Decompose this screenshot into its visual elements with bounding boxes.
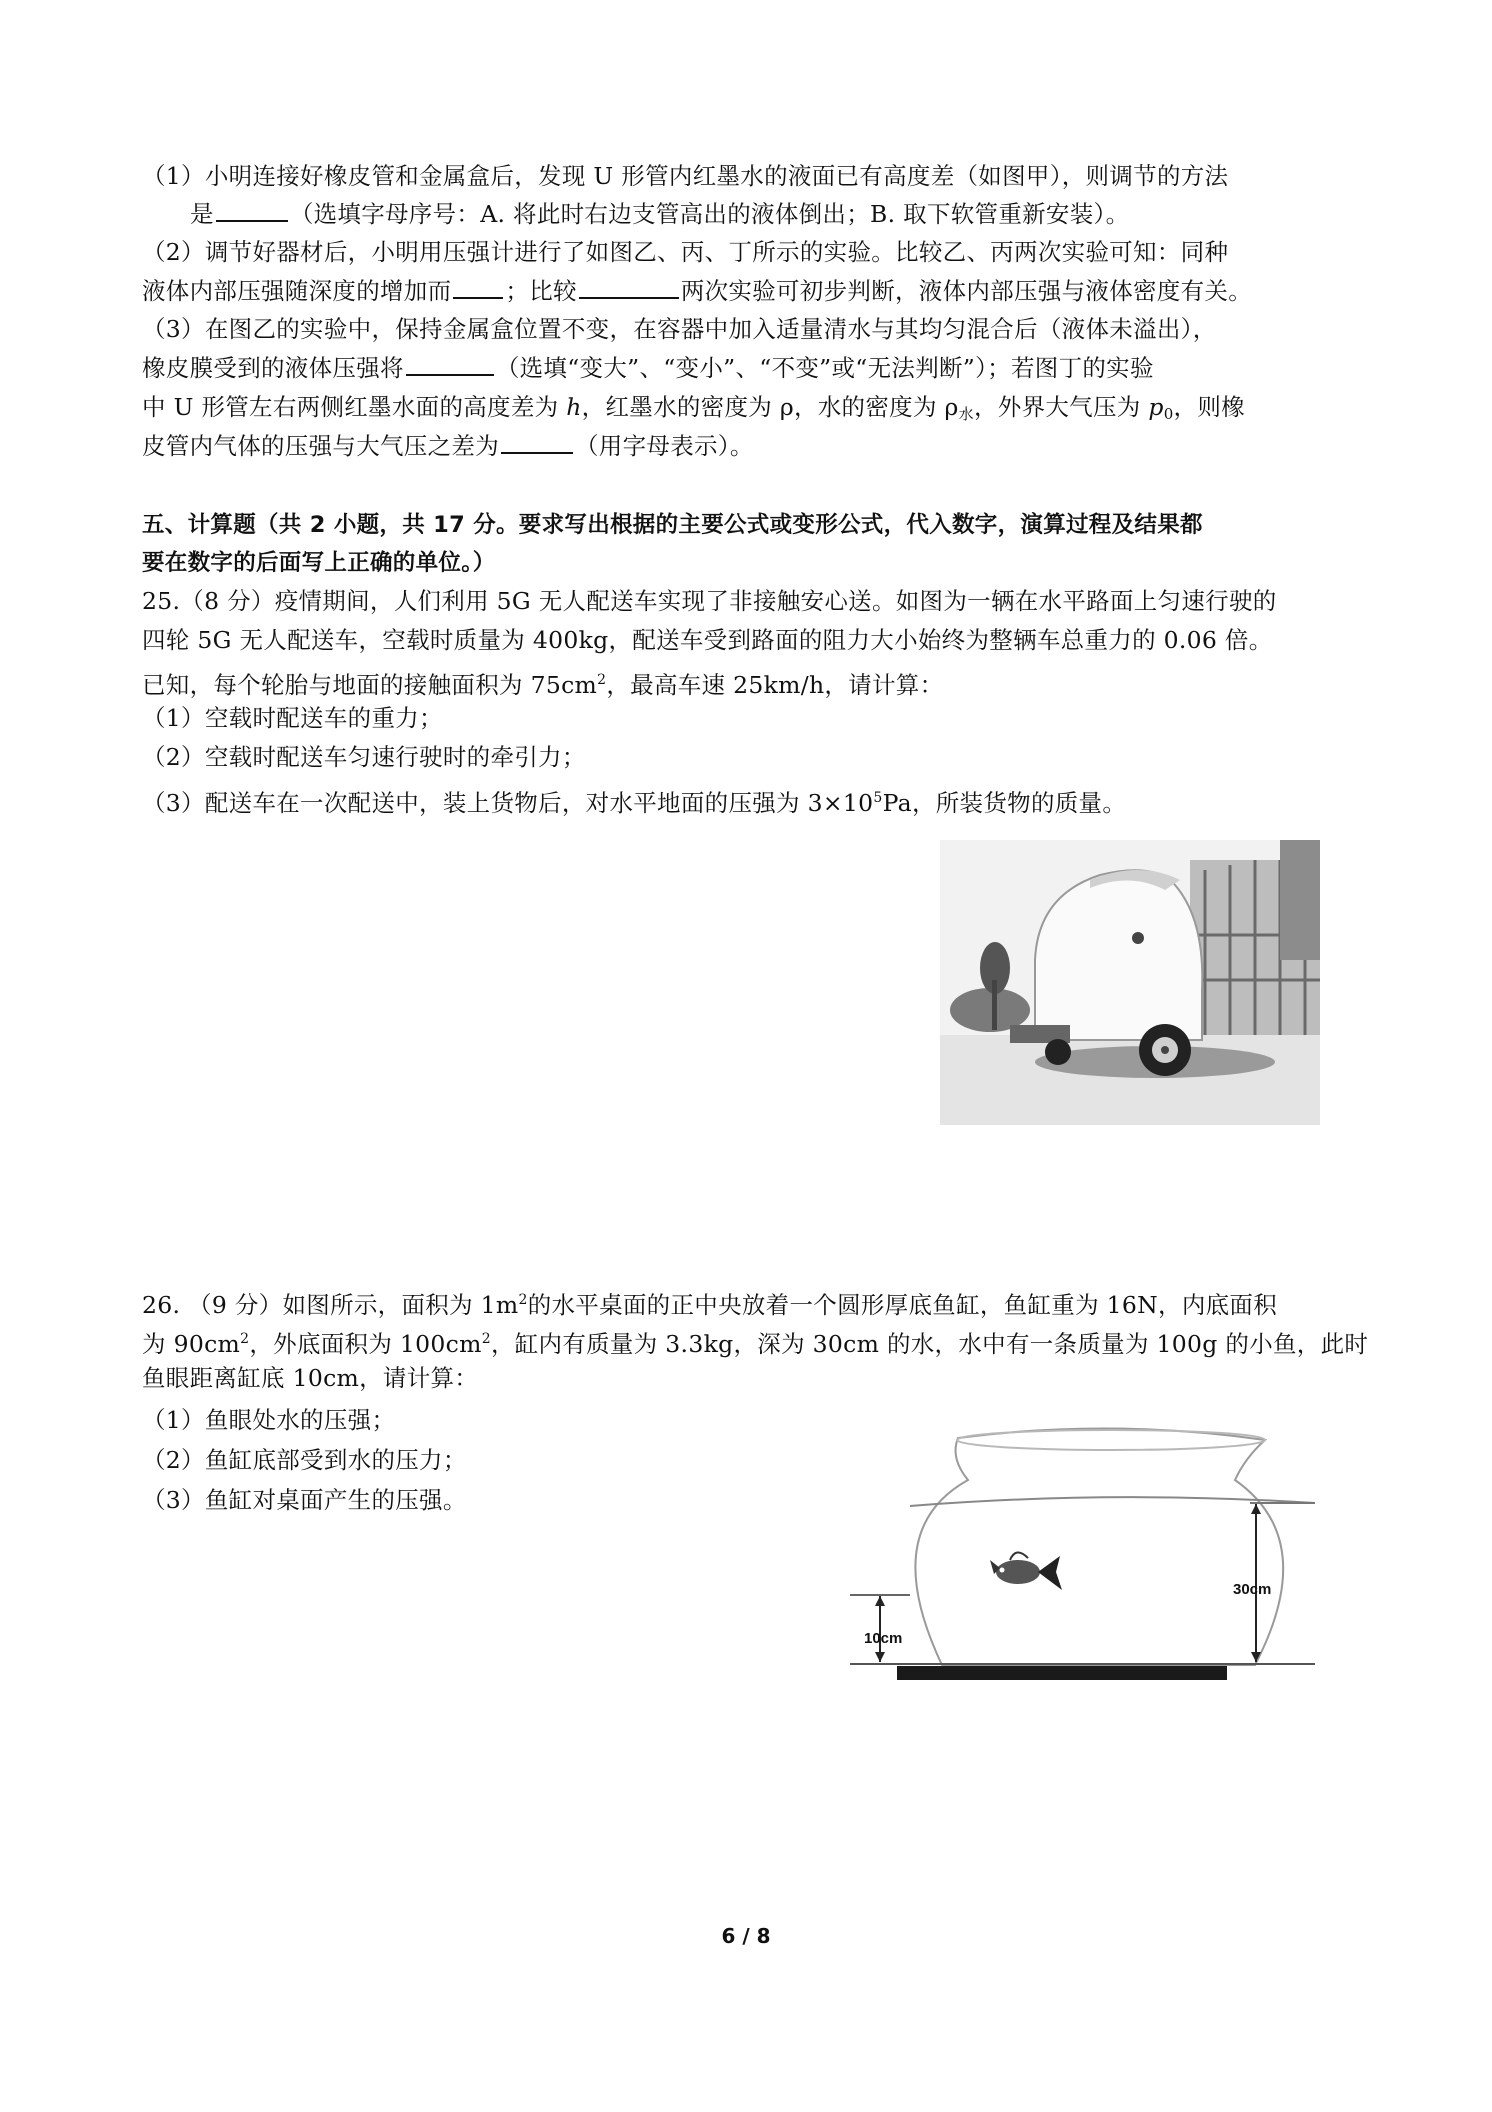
q26-item3: （3）鱼缸对桌面产生的压强。 (142, 1486, 467, 1514)
fish-icon (990, 1552, 1062, 1590)
q24-part3-line4: 皮管内气体的压强与大气压之差为 （用字母表示）。 (142, 428, 754, 464)
q26-item2: （2）鱼缸底部受到水的压力； (142, 1446, 467, 1474)
q26-line3: 鱼眼距离缸底 10cm，请计算： (142, 1364, 479, 1392)
section5-heading-line2: 要在数字的后面写上正确的单位。） (142, 550, 496, 576)
q24-part1-line1: （1）小明连接好橡皮管和金属盒后，发现 U 形管内红墨水的液面已有高度差（如图甲），则调节的方法 (142, 162, 1229, 190)
depth-30cm-label: 30cm (1233, 1581, 1272, 1598)
q24-part3-line2: 橡皮膜受到的液体压强将 （选填“变大”、“变小”、“不变”或“无法判断”）；若图丁的实验 (142, 350, 1154, 386)
q24-part2-line2: 液体内部压强随深度的增加而 ；比较 两次实验可初步判断，液体内部压强与液体密度有关。 (142, 273, 1252, 309)
fish-tank-figure (850, 1410, 1330, 1730)
q24-part2-line1: （2）调节好器材后，小明用压强计进行了如图乙、丙、丁所示的实验。比较乙、丙两次实验可知：同种 (142, 238, 1229, 266)
q25-item1: （1）空载时配送车的重力； (142, 704, 443, 732)
q25-line2: 四轮 5G 无人配送车，空载时质量为 400kg，配送车受到路面的阻力大小始终为整辆车总重力的 0.06 倍。 (142, 626, 1273, 654)
answer-blank (453, 273, 503, 299)
section5-heading-line1: 五、计算题（共 2 小题，共 17 分。要求写出根据的主要公式或变形公式，代入数字，演算过程及结果都 (142, 512, 1203, 538)
q24-part3-line1: （3）在图乙的实验中，保持金属盒位置不变，在容器中加入适量清水与其均匀混合后（液体未溢出）， (142, 315, 1217, 343)
q26-item1: （1）鱼眼处水的压强； (142, 1406, 396, 1434)
q24-part3-line3: 中 U 形管左右两侧红墨水面的高度差为 h，红墨水的密度为 ρ，水的密度为 $\rho_水$，外界大气压为 $p_0$，则橡 (142, 393, 1245, 423)
q26-line2: 为 $90cm^2$，外底面积为 $100cm^2$，缸内有质量为 3.3kg，深为 30cm 的水，水中有一条质量为 100g 的小鱼，此时 (142, 1330, 1369, 1358)
q25-line1: 25.（8 分）疫情期间，人们利用 5G 无人配送车实现了非接触安心送。如图为一辆在水平路面上匀速行驶的 (142, 587, 1277, 615)
q25-item2: （2）空载时配送车匀速行驶时的牵引力； (142, 743, 586, 771)
answer-blank (216, 196, 288, 222)
q24-part1-line2: 是 （选填字母序号：A. 将此时右边支管高出的液体倒出；B. 取下软管重新安装）。 (190, 196, 1129, 232)
q25-item3: （3）配送车在一次配送中，装上货物后，对水平地面的压强为 $3\times 10^5Pa$，所装货物的质量。 (142, 789, 1127, 817)
page-number: 6 / 8 (721, 1924, 771, 1948)
answer-blank (501, 428, 573, 454)
q25-line3: 已知，每个轮胎与地面的接触面积为 $75cm^2$，最高车速 25km/h，请计算： (142, 671, 944, 699)
depth-10cm-label: 10cm (864, 1630, 903, 1647)
delivery-vehicle-photo (940, 840, 1320, 1125)
answer-blank (406, 350, 494, 376)
answer-blank (579, 273, 679, 299)
q26-line1: 26. （9 分）如图所示，面积为 $1m^2$的水平桌面的正中央放着一个圆形厚底鱼缸，鱼缸重为 16N，内底面积 (142, 1291, 1278, 1319)
